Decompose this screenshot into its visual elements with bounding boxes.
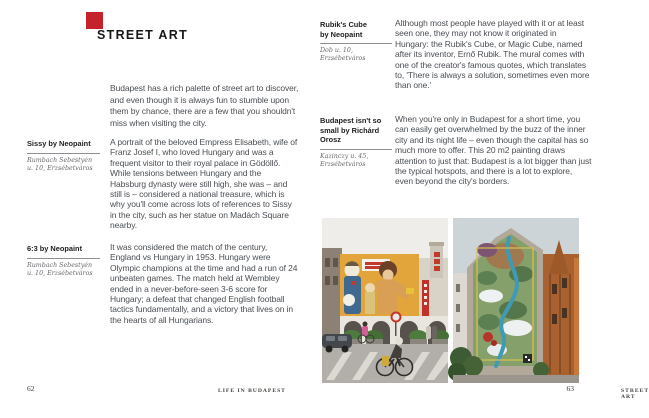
chapter-color-marker xyxy=(86,12,103,29)
footer-book-title: LIFE IN BUDAPEST xyxy=(218,388,286,394)
heading-divider xyxy=(320,43,392,44)
section-address: Rumbach Sebestyén u. 10, Erzsébetváros xyxy=(27,156,93,172)
section-rubiks-sidebar xyxy=(320,20,392,64)
mural-street-photo-illustration xyxy=(322,218,448,383)
page-title: STREET ART xyxy=(97,28,189,42)
section-rubiks-body: Although most people have played with it or at least seen one, they may not know it originated in Hungary: the Rubik's Cube, or Magic Cube, named after its inventor, Ernő Rubik. The mural comes with one of the creator's famous quotes, which translates to, 'There is always a solution, sometimes even more than one.' xyxy=(395,18,590,91)
heading-divider xyxy=(27,258,100,259)
section-sissy-sidebar xyxy=(27,139,100,173)
heading-divider xyxy=(27,153,100,154)
page-number-left: 62 xyxy=(27,384,35,393)
map-mural-photo-illustration xyxy=(453,218,579,383)
footer-chapter-title: STREET ART xyxy=(621,388,649,400)
intro-paragraph: Budapest has a rich palette of street art to discover, and even though it is always fun to stumble upon them by chance, there are a few that you shouldn't miss when visiting the city. xyxy=(110,83,299,128)
section-63-sidebar xyxy=(27,244,100,278)
section-sissy-body: A portrait of the beloved Empress Elisabeth, wife of Franz Josef I, who loved Hungary and was a frequent visitor to their royal palace in Gödöllő. While tensions between Hungary and the Habsburg dynasty were still high, she was – and still is – considered a national treasure, which is why you'll come across lots of references to Sissy in the city, such as her statue on Madách Square nearby. xyxy=(110,137,298,231)
section-heading: 6:3 by Neopaint xyxy=(27,244,83,253)
section-small-sidebar xyxy=(320,116,392,169)
map-mural-photo xyxy=(453,218,579,383)
section-heading: Sissy by Neopaint xyxy=(27,139,91,148)
section-address: Dob u. 10, Erzsébetváros xyxy=(320,47,366,63)
section-address: Rumbach Sebestyén u. 10, Erzsébetváros xyxy=(27,261,93,277)
section-heading: Rubik's Cube by Neopaint xyxy=(320,20,367,39)
mural-street-photo xyxy=(322,218,448,383)
section-address: Kazinczy u. 45, Erzsébetváros xyxy=(320,152,369,168)
page-left xyxy=(0,0,300,418)
section-small-body: When you're only in Budapest for a short time, you can easily get overwhelmed by the buzz of the inner city and its night life – even though the capital has so much more to offer. This 20 m2 painting draws attention to just that: Budapest is a lot bigger than just the typical hotspots, and there is a lot to explore, even beyond the city's borders. xyxy=(395,114,592,187)
heading-divider xyxy=(320,149,392,150)
page-right xyxy=(300,0,649,418)
section-heading: Budapest isn't so small by Richárd Orosz xyxy=(320,116,382,145)
section-63-body: It was considered the match of the century, England vs Hungary in 1953. Hungary were Olympic champions at the time and had a run of 24 unbeaten games. The match held at Wembley ended in a never-before-seen 3-6 score for Hungary; a defeat that changed English football tactics fundamentally, and a victory that lives on in the hearts of all Hungarians. xyxy=(110,242,298,325)
page-number-right: 63 xyxy=(566,384,574,393)
